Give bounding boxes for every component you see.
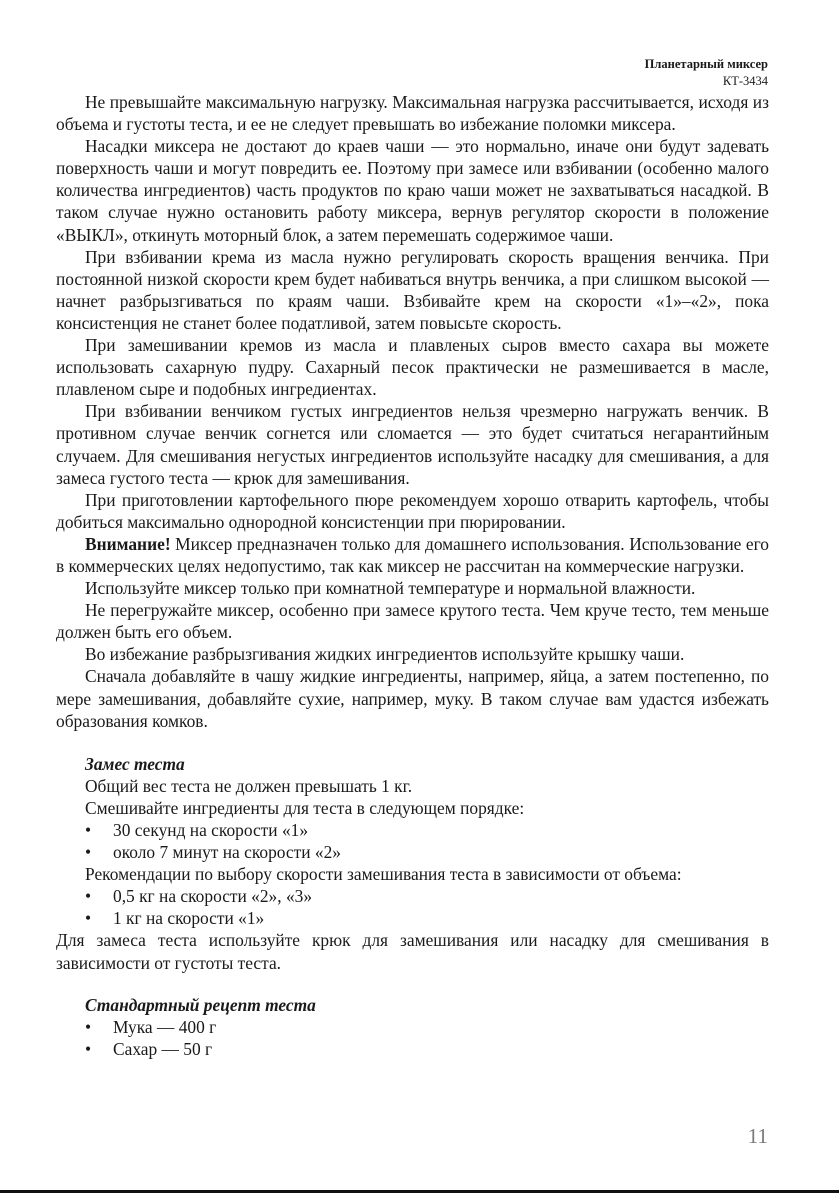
paragraph-mashed-potatoes: При приготовлении картофельного пюре рекомендуем хорошо отварить картофель, чтобы добиться максимально однородной консистенции при пюрировании. (56, 489, 769, 532)
bullet-icon: • (85, 1038, 92, 1059)
recipe-ingredients-list (56, 1016, 769, 1060)
dough-order-intro: Смешивайте ингредиенты для теста в следующем порядке: (85, 797, 525, 818)
paragraph-liquid-first: Сначала добавляйте в чашу жидкие ингредиенты, например, яйца, а затем постепенно, по мере замешивания, добавляйте сухие, например, муку. В таком случае вам удастся избежать образования комков. (56, 666, 769, 731)
bullet-icon: • (85, 820, 92, 840)
dough-order-list (56, 819, 769, 863)
warning-text: Миксер предназначен только для домашнего использования. Использование его в коммерческих целях недопустимо, так как миксер не рассчитан на коммерческие нагрузки. (56, 533, 769, 576)
section-spacer (56, 974, 769, 994)
section-spacer (56, 732, 769, 753)
bullet-icon: • (85, 1016, 92, 1037)
paragraph-bowl-lid: Во избежание разбрызгивания жидких ингредиентов используйте крышку чаши. (85, 644, 685, 665)
paragraph-whisk-overload: При взбивании венчиком густых ингредиентов нельзя чрезмерно нагружать венчик. В противном случае венчик согнется или сломается — это будет считаться негарантийным случаем. Для смешивания негустых ингредиентов используйте насадку для смешивания, а для замеса густого теста — крюк для замешивания. (56, 401, 769, 488)
bullet-icon: • (85, 886, 92, 907)
list-item: • 1 кг на скорости «1» (85, 908, 265, 929)
section-title-recipe: Стандартный рецепт теста (85, 994, 316, 1015)
bullet-icon: • (85, 908, 92, 929)
dough-speed-intro: Рекомендации по выбору скорости замешивания теста в зависимости от объема: (85, 864, 682, 885)
page-number: 11 (747, 1124, 768, 1148)
dough-weight-note: Общий вес теста не должен превышать 1 кг. (85, 775, 413, 796)
page-body (56, 91, 769, 1060)
section-title-dough: Замес теста (85, 753, 185, 774)
list-item: • 30 секунд на скорости «1» (85, 820, 309, 840)
dough-attachment-note: Для замеса теста используйте крюк для замешивания или насадку для смешивания в зависимости от густоты теста. (56, 930, 769, 973)
page-header (645, 56, 768, 90)
dough-speed-list (56, 885, 769, 929)
paragraph-no-overload: Не перегружайте миксер, особенно при замесе крутого теста. Чем круче тесто, тем меньше должен быть его объем. (56, 600, 769, 643)
paragraph-room-temperature: Используйте миксер только при комнатной температуре и нормальной влажности. (85, 578, 696, 599)
paragraph-butter-cream: При взбивании крема из масла нужно регулировать скорость вращения венчика. При постоянной низкой скорости крем будет набиваться внутрь венчика, а при слишком высокой — начнет разбрызгиваться по краям чаши. Взбивайте крем на скорости «1»–«2», пока консистенция не станет более податливой, затем повысьте скорость. (56, 246, 769, 333)
paragraph-warning (56, 533, 769, 577)
paragraph-powdered-sugar: При замешивании кремов из масла и плавленых сыров вместо сахара вы можете использовать сахарную пудру. Сахарный песок практически не размешивается в масле, плавленом сыре и подобных ингредиентах. (56, 335, 769, 400)
warning-label: Внимание! (85, 533, 171, 554)
bullet-icon: • (85, 842, 92, 863)
list-item: • Сахар — 50 г (85, 1038, 213, 1059)
list-item: • Мука — 400 г (85, 1016, 217, 1037)
paragraph-attachments-edges: Насадки миксера не достают до краев чаши — это нормально, иначе они будут задевать поверхность чаши и могут повредить ее. Поэтому при замесе или взбивании (особенно малого количества ингредиентов) часть продуктов по краю чаши может не захватываться насадкой. В таком случае нужно остановить работу миксера, вернув регулятор скорости в положение «ВЫКЛ», откинуть моторный блок, а затем перемешать содержимое чаши. (56, 136, 769, 245)
paragraph-max-load: Не превышайте максимальную нагрузку. Максимальная нагрузка рассчитывается, исходя из объема и густоты теста, и ее не следует превышать во избежание поломки миксера. (56, 92, 769, 135)
list-item: • около 7 минут на скорости «2» (85, 842, 341, 863)
list-item: • 0,5 кг на скорости «2», «3» (85, 886, 313, 907)
header-product-name: Планетарный миксер (644, 57, 768, 71)
header-model-number: КТ-3434 (722, 74, 768, 88)
